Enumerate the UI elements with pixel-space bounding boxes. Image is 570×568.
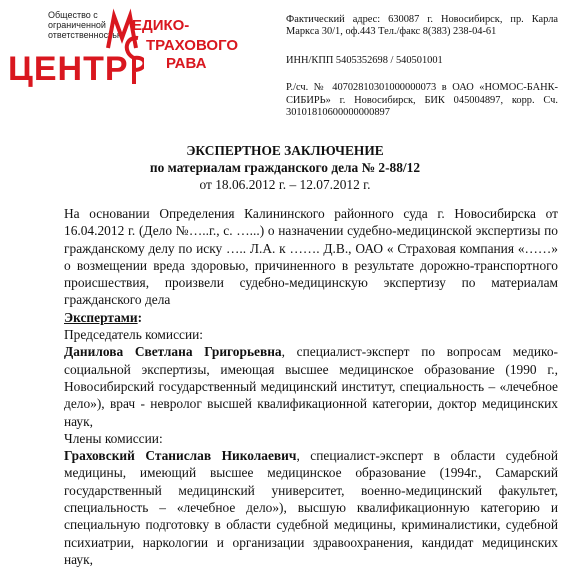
- logo-line-1: ЕДИКО-: [132, 17, 190, 34]
- company-inn: ИНН/КПП 5405352698 / 540501001: [286, 54, 443, 66]
- document-title: [0, 142, 570, 193]
- chair-name: Данилова Светлана Григорьевна: [64, 344, 282, 360]
- company-address: Фактический адрес: 630087 г. Новосибирск, пр. Карла Маркса 30/1, оф.443 Тел./факс 8(383) 238-04-61: [286, 14, 558, 38]
- experts-heading: Экспертами: [64, 309, 138, 325]
- experts-heading-row: [64, 309, 558, 326]
- document-body: [64, 205, 558, 568]
- chair-label: Председатель комиссии:: [64, 327, 204, 343]
- logo-line-2: ТРАХОВОГО: [146, 37, 239, 54]
- chair-paragraph: [64, 343, 558, 429]
- company-requisites: [286, 14, 558, 119]
- members-label: Члены комиссии:: [64, 430, 163, 446]
- logo-line-3: РАВА: [166, 55, 207, 72]
- title-dates: от 18.06.2012 г. – 12.07.2012 г.: [199, 177, 371, 192]
- intro-paragraph: На основании Определения Калининского районного суда г. Новосибирска от 16.04.2012 г. (Дело №…..г., с. …...) о назначении судебно-медицинской экспертизы по гражданскому делу по иску ….. Л.А. к ……. Д.В., ОАО « Страховая компания «……» о возмещении вреда здоровью, причиненного в результате дорожно-транспортного происшествия, произвели судебно-медицинскую экспертизу по материалам гражданского дела: [64, 206, 558, 308]
- member-text: , специалист-эксперт в области судебной медицины, имеющий высшее медицинское образование (1994г., Самарский государственный медицинский университет, военно-медицинский факультет, специальность – «лечебное дело»), высшую квалификационную категорию и специальную подготовку в области судебной медицины, криминалистики, судебной психиатрии, наркологии и организации здравоохранения, кандидат медицинских наук,: [64, 448, 558, 567]
- logo-big-word: ЦЕНТР: [8, 50, 129, 88]
- member-paragraph: [64, 447, 558, 568]
- company-logo: [6, 6, 256, 86]
- member-name: Граховский Станислав Николаевич: [64, 448, 297, 464]
- chair-text: , специалист-эксперт по вопросам медико-социальной экспертизы, имеющая высшее медицинское образование (1990 г., Новосибирский государственный медицинский институт, специальность – «лечебное дело»), врач - невролог высшей квалификационной категории, доктор медицинских наук,: [64, 344, 558, 429]
- logo-org-form: Общество с ограниченной ответственностью: [48, 10, 124, 40]
- experts-colon: :: [137, 309, 143, 325]
- title-line-1: ЭКСПЕРТНОЕ ЗАКЛЮЧЕНИЕ: [186, 143, 384, 158]
- company-bank: Р./сч. № 40702810301000000073 в ОАО «НОМОС-БАНК-СИБИРЬ» г. Новосибирск, БИК 045004897, корр. Сч. 30101810600000000897: [286, 82, 558, 119]
- title-line-2: по материалам гражданского дела № 2-88/12: [149, 160, 421, 175]
